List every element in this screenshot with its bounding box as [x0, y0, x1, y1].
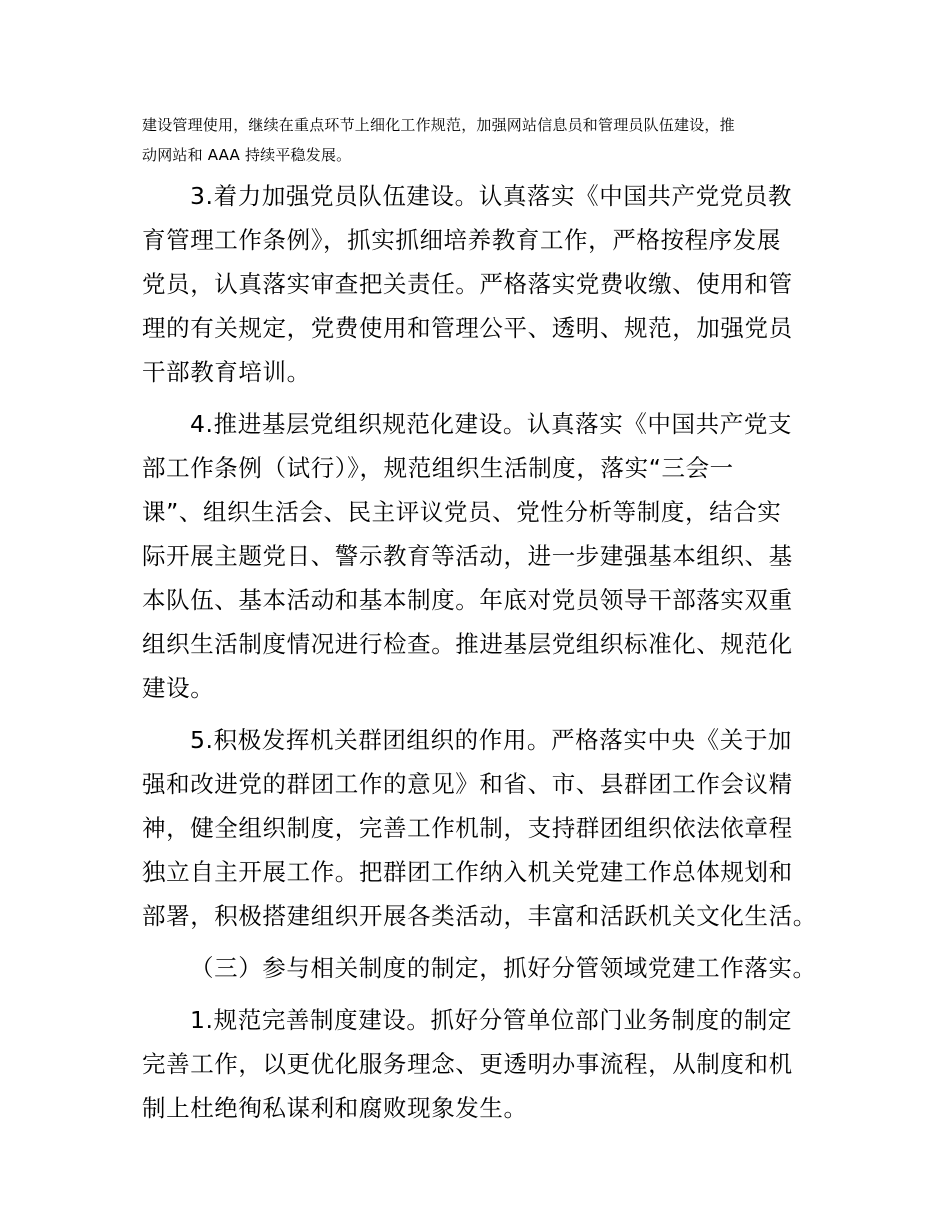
text-line: 神，健全组织制度，完善工作机制，支持群团组织依法依章程 — [142, 814, 793, 842]
section-heading-three — [142, 946, 832, 990]
text-line: 党员，认真落实审查把关责任。严格落实党费收缴、使用和管 — [142, 270, 793, 298]
text-line: 部署，积极搭建组织开展各类活动，丰富和活跃机关文化生活。 — [142, 902, 817, 930]
text-line: 动网站和 AAA 持续平稳发展。 — [142, 146, 352, 164]
intro-paragraph — [142, 110, 817, 170]
text-line: 建设管理使用，继续在重点环节上细化工作规范，加强网站信息员和管理员队伍建设，推 — [142, 116, 735, 134]
text-line: 1.规范完善制度建设。抓好分管单位部门业务制度的制定 — [190, 1006, 793, 1034]
text-line: 5.积极发挥机关群团组织的作用。严格落实中央《关于加 — [190, 726, 793, 754]
paragraph-party-member-team — [142, 174, 832, 394]
text-line: （三）参与相关制度的制定，抓好分管领域党建工作落实。 — [190, 954, 817, 982]
text-line: 干部教育培训。 — [142, 358, 311, 386]
paragraph-grassroots-organization — [142, 402, 832, 710]
text-line: 课”、组织生活会、民主评议党员、党性分析等制度，结合实 — [142, 498, 782, 526]
text-line: 组织生活制度情况进行检查。推进基层党组织标准化、规范化 — [142, 630, 793, 658]
text-line: 理的有关规定，党费使用和管理公平、透明、规范，加强党员 — [142, 314, 793, 342]
text-line: 部工作条例（试行）》，规范组织生活制度，落实“三会一 — [142, 454, 734, 482]
text-line: 本队伍、基本活动和基本制度。年底对党员领导干部落实双重 — [142, 586, 793, 614]
text-line: 制上杜绝徇私谋利和腐败现象发生。 — [142, 1094, 528, 1122]
text-line: 完善工作，以更优化服务理念、更透明办事流程，从制度和机 — [142, 1050, 793, 1078]
text-line: 建设。 — [142, 674, 215, 702]
paragraph-system-building — [142, 998, 832, 1130]
text-line: 育管理工作条例》，抓实抓细培养教育工作，严格按程序发展 — [142, 226, 781, 254]
document-body — [142, 174, 832, 1138]
text-line: 际开展主题党日、警示教育等活动，进一步建强基本组织、基 — [142, 542, 793, 570]
text-line: 3.着力加强党员队伍建设。认真落实《中国共产党党员教 — [190, 182, 793, 210]
paragraph-mass-organizations — [142, 718, 832, 938]
text-line: 独立自主开展工作。把群团工作纳入机关党建工作总体规划和 — [142, 858, 793, 886]
text-line: 4.推进基层党组织规范化建设。认真落实《中国共产党支 — [190, 410, 793, 438]
text-line: 强和改进党的群团工作的意见》和省、市、县群团工作会议精 — [142, 770, 793, 798]
